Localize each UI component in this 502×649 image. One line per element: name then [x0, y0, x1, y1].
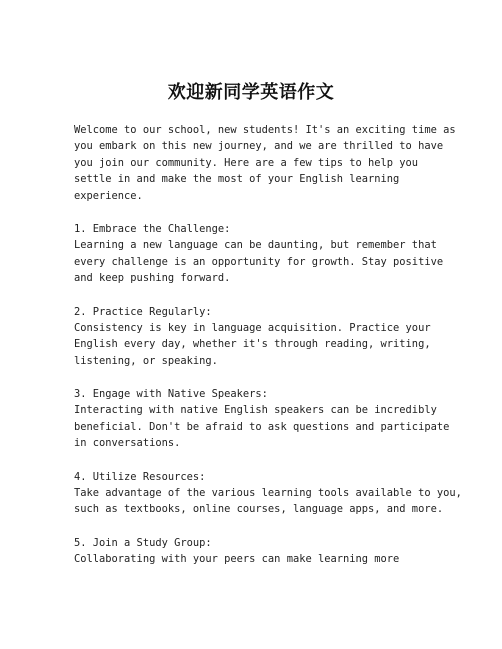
section-3: [74, 386, 450, 452]
text-line: listening, or speaking.: [74, 354, 218, 367]
section-1: [74, 221, 444, 287]
text-line: and keep pushing forward.: [74, 272, 231, 285]
section-5: [74, 535, 434, 568]
text-line: you join our community. Here are a few tips to help you: [74, 156, 419, 169]
text-line: you embark on this new journey, and we are thrilled to have: [74, 140, 444, 153]
text-line: Take advantage of the various learning tools available to you,: [74, 487, 462, 500]
document-title: 欢迎新同学英语作文: [167, 82, 335, 103]
text-line: settle in and make the most of your English learning: [74, 173, 400, 186]
text-line: Consistency is key in language acquisition. Practice your: [74, 321, 431, 334]
intro-paragraph: [74, 122, 456, 204]
text-line: every challenge is an opportunity for growth. Stay positive: [74, 255, 444, 268]
document-body: [74, 122, 462, 568]
section-heading: 1. Embrace the Challenge:: [74, 222, 231, 235]
text-line: Collaborating with your peers can make learning more: [74, 553, 400, 566]
section-heading: 5. Join a Study Group:: [74, 536, 212, 549]
text-line: beneficial. Don't be afraid to ask questions and participate: [74, 420, 450, 433]
text-line: experience.: [74, 189, 143, 202]
text-line: such as textbooks, online courses, language apps, and more.: [74, 503, 444, 516]
text-line: Interacting with native English speakers can be incredibly: [74, 404, 437, 417]
text-line: English every day, whether it's through reading, writing,: [74, 338, 431, 351]
text-line: Welcome to our school, new students! It's an exciting time as: [74, 124, 456, 136]
section-4: [74, 469, 462, 518]
section-heading: 4. Utilize Resources:: [74, 470, 206, 483]
section-heading: 3. Engage with Native Speakers:: [74, 388, 268, 401]
text-line: Learning a new language can be daunting, but remember that: [74, 239, 437, 252]
section-heading: 2. Practice Regularly:: [74, 305, 212, 318]
text-line: in conversations.: [74, 437, 181, 450]
section-2: [74, 304, 434, 370]
